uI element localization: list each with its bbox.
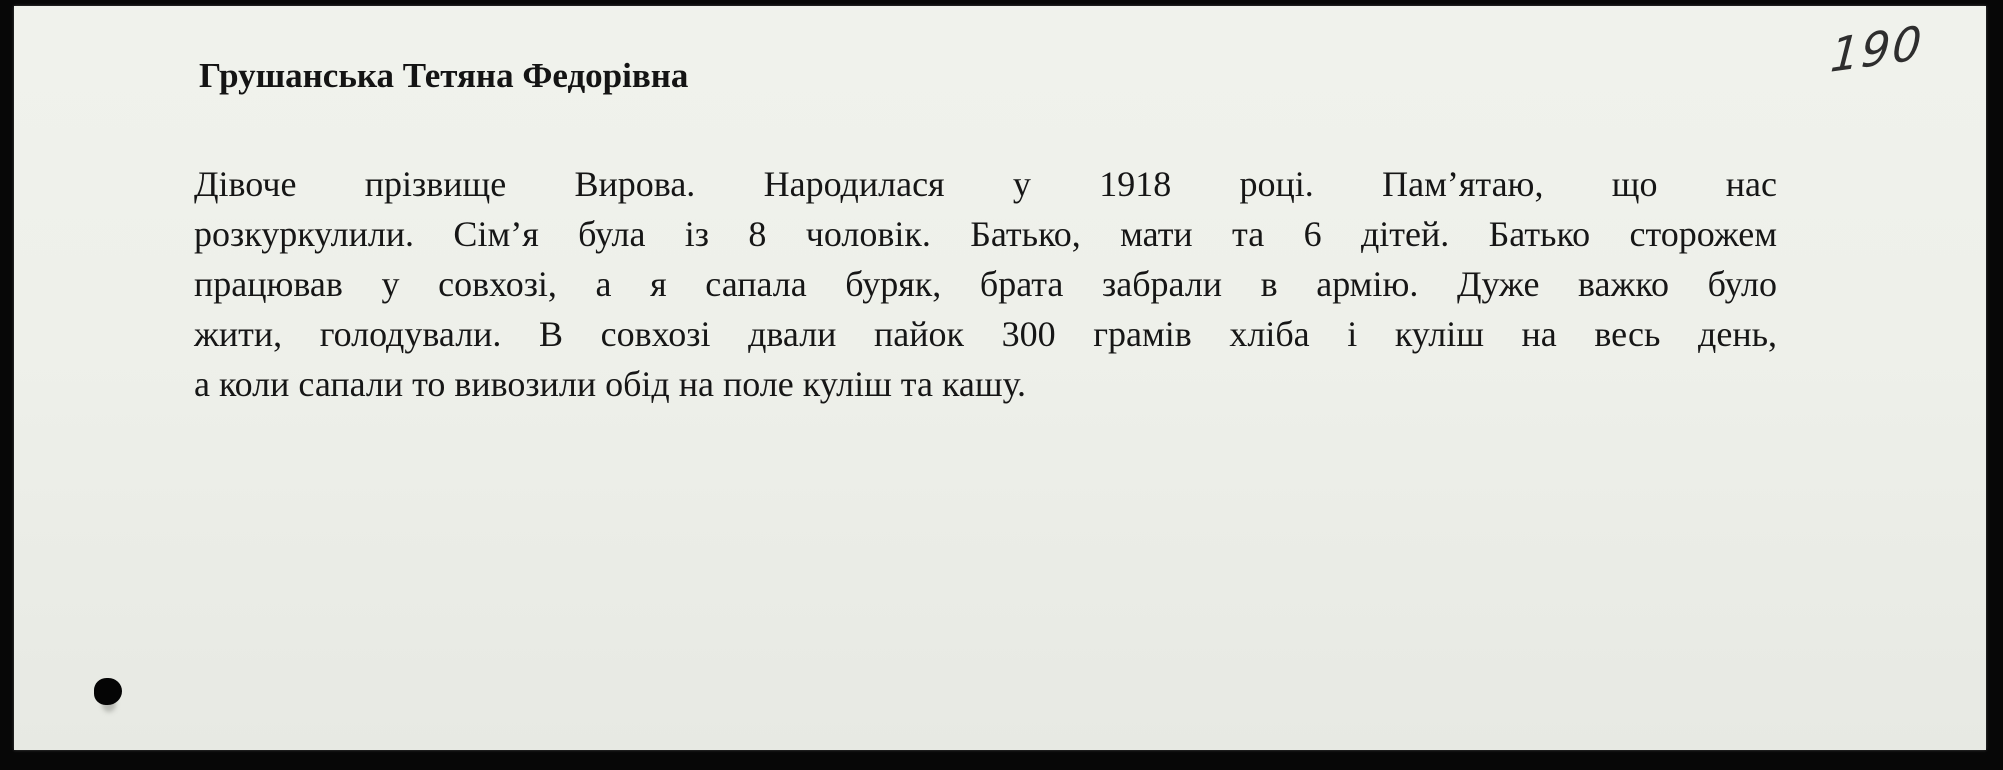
testimony-text (14, 6, 1986, 750)
text-line-2: розкуркулили. Сім’я була із 8 чоловік. Батько, мати та 6 дітей. Батько сторожем (194, 214, 1777, 254)
person-name-heading: Грушанська Тетяна Федорівна (199, 56, 689, 95)
text-line-1: Дівоче прізвище Вирова. Народилася у 1918 році. Пам’ятаю, що нас (194, 164, 1777, 204)
handwritten-page-number: 190 (1828, 14, 1926, 84)
text-line-3: працював у совхозі, а я сапала буряк, брата забрали в армію. Дуже важко було (194, 264, 1777, 304)
text-line-4: жити, голодували. В совхозі двали пайок 300 грамів хліба і куліш на весь день, (194, 314, 1777, 354)
paper-sheet (14, 6, 1986, 750)
text-line-5: а коли сапали то вивозили обід на поле куліш та кашу. (194, 364, 1026, 404)
